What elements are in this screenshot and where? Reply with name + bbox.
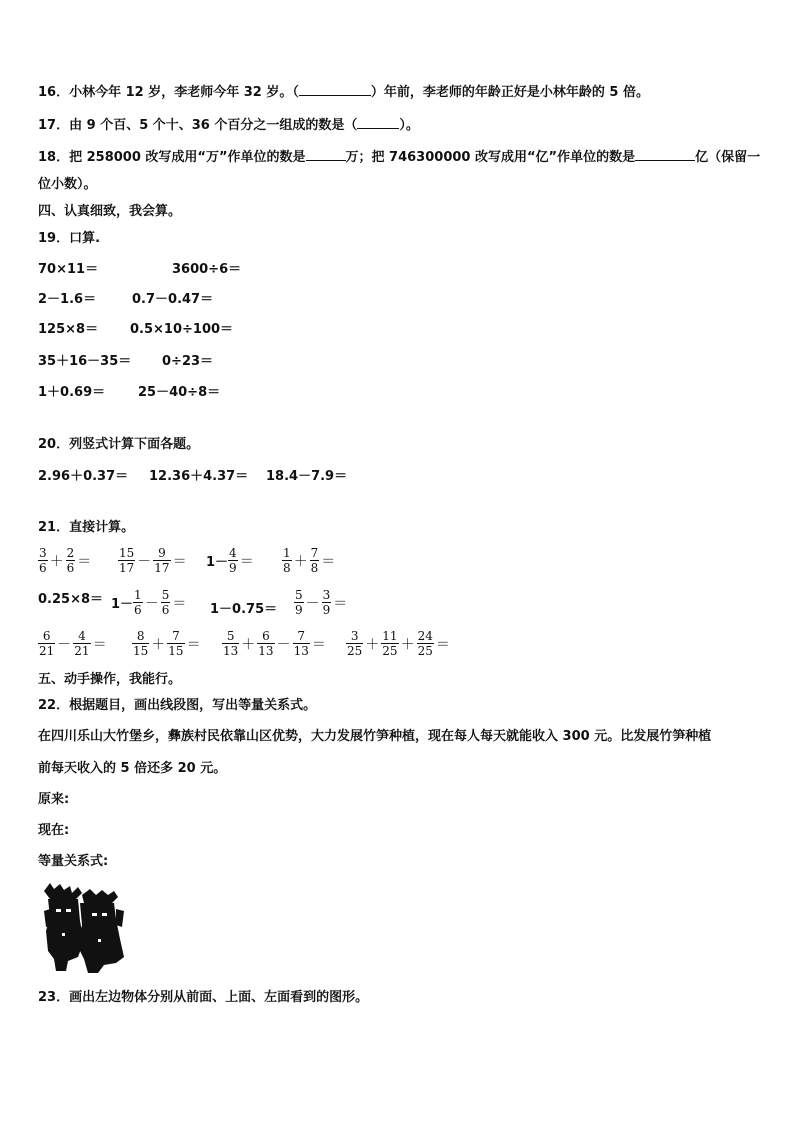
fraction: $\frac{1}{6}$ <box>134 588 142 617</box>
calc-21-row3-item3: $\frac{5}{13}$ ＋ $\frac{6}{13}$ － $\frac{7}{13}$ ＝ <box>223 629 326 658</box>
fraction: $\frac{7}{13}$ <box>293 629 309 658</box>
fraction: $\frac{9}{17}$ <box>154 546 170 575</box>
calc-21-row1-item4: $\frac{1}{8}$ ＋ $\frac{7}{8}$ ＝ <box>283 546 336 575</box>
answer-blank-17[interactable] <box>357 116 399 129</box>
question-18: 18．把 258000 改写成用“万”作单位的数是 万；把 746300000 改写成用“亿”作单位的数是 亿（保留一 <box>38 150 761 165</box>
calc-19-3b: 0.5×10÷100＝ <box>130 322 234 337</box>
fraction: $\frac{5}{13}$ <box>223 629 239 658</box>
answer-blank-16[interactable] <box>299 83 371 96</box>
calc-21-row2-item1: 0.25×8＝ <box>38 592 104 607</box>
calc-20-3: 18.4－7.9＝ <box>266 469 348 484</box>
calc-21-row1-item3: 1－ $\frac{4}{9}$ ＝ <box>206 546 254 575</box>
label-before: 原来: <box>38 792 70 807</box>
question-22-text-1: 在四川乐山大竹堡乡，彝族村民依靠山区优势，大力发展竹笋种植，现在每人每天就能收入 300 元。比发展竹笋种植 <box>38 729 712 744</box>
label-now: 现在: <box>38 823 70 838</box>
fraction: $\frac{11}{25}$ <box>382 629 398 658</box>
question-20-title: 20．列竖式计算下面各题。 <box>38 437 200 452</box>
fraction: $\frac{4}{21}$ <box>74 629 90 658</box>
calc-19-5b: 25－40÷8＝ <box>138 385 221 400</box>
calc-19-5a: 1＋0.69＝ <box>38 385 106 400</box>
question-16: 16．小林今年 12 岁，李老师今年 32 岁。（ ）年前，李老师的年龄正好是小林年龄的 5 倍。 <box>38 85 649 100</box>
question-17: 17．由 9 个百、5 个十、36 个百分之一组成的数是（ ）。 <box>38 118 419 133</box>
question-19-title: 19．口算. <box>38 231 101 246</box>
calc-20-2: 12.36＋4.37＝ <box>149 469 249 484</box>
calc-19-2a: 2－1.6＝ <box>38 292 97 307</box>
question-22-title: 22．根据题目，画出线段图，写出等量关系式。 <box>38 698 317 713</box>
calc-19-4a: 35＋16－35＝ <box>38 354 132 369</box>
fraction: $\frac{7}{15}$ <box>168 629 184 658</box>
fraction: $\frac{5}{9}$ <box>295 588 303 617</box>
calc-19-1a: 70×11＝ <box>38 262 99 277</box>
question-22-text-2: 前每天收入的 5 倍还多 20 元。 <box>38 761 227 776</box>
fraction: $\frac{5}{6}$ <box>161 588 170 617</box>
fraction: $\frac{7}{8}$ <box>310 546 319 575</box>
fraction: $\frac{4}{9}$ <box>229 546 237 575</box>
question-18-cont: 位小数）。 <box>38 177 97 192</box>
question-21-title: 21．直接计算。 <box>38 520 135 535</box>
fraction: $\frac{8}{15}$ <box>133 629 149 658</box>
calc-21-row3-item1: $\frac{6}{21}$ － $\frac{4}{21}$ ＝ <box>39 629 107 658</box>
calc-21-row3-item2: $\frac{8}{15}$ ＋ $\frac{7}{15}$ ＝ <box>133 629 201 658</box>
calc-21-row1-item2: $\frac{15}{17}$ － $\frac{9}{17}$ ＝ <box>119 546 187 575</box>
calc-21-row1-item1: $\frac{3}{6}$ ＋ $\frac{2}{6}$ ＝ <box>39 546 92 575</box>
fraction: $\frac{15}{17}$ <box>119 546 135 575</box>
fraction: $\frac{24}{25}$ <box>417 629 433 658</box>
fraction: $\frac{3}{25}$ <box>347 629 363 658</box>
calc-21-row2-item4: $\frac{5}{9}$ － $\frac{3}{9}$ ＝ <box>295 588 348 617</box>
fraction: $\frac{3}{6}$ <box>39 546 47 575</box>
calc-19-3a: 125×8＝ <box>38 322 99 337</box>
question-23-title: 23．画出左边物体分别从前面、上面、左面看到的图形。 <box>38 990 369 1005</box>
fraction: $\frac{2}{6}$ <box>66 546 75 575</box>
section-4-heading: 四、认真细致，我会算。 <box>38 204 182 219</box>
calc-21-row3-item4: $\frac{3}{25}$ ＋ $\frac{11}{25}$ ＋ $\frac{24}{25}$ ＝ <box>347 629 450 658</box>
fraction: $\frac{6}{21}$ <box>39 629 55 658</box>
calc-19-2b: 0.7－0.47＝ <box>132 292 214 307</box>
object-silhouette-figure <box>38 881 126 975</box>
calc-21-row2-item3: 1－0.75＝ <box>210 602 278 617</box>
label-equation: 等量关系式: <box>38 854 109 869</box>
calc-19-4b: 0÷23＝ <box>162 354 214 369</box>
section-5-heading: 五、动手操作，我能行。 <box>38 672 182 687</box>
calc-19-1b: 3600÷6＝ <box>172 262 242 277</box>
calc-20-1: 2.96＋0.37＝ <box>38 469 129 484</box>
fraction: $\frac{1}{8}$ <box>283 546 291 575</box>
fraction: $\frac{6}{13}$ <box>258 629 274 658</box>
answer-blank-18b[interactable] <box>635 148 695 161</box>
calc-21-row2-item2: 1－ $\frac{1}{6}$ － $\frac{5}{6}$ ＝ <box>111 588 187 617</box>
fraction: $\frac{3}{9}$ <box>322 588 331 617</box>
answer-blank-18a[interactable] <box>306 148 346 161</box>
